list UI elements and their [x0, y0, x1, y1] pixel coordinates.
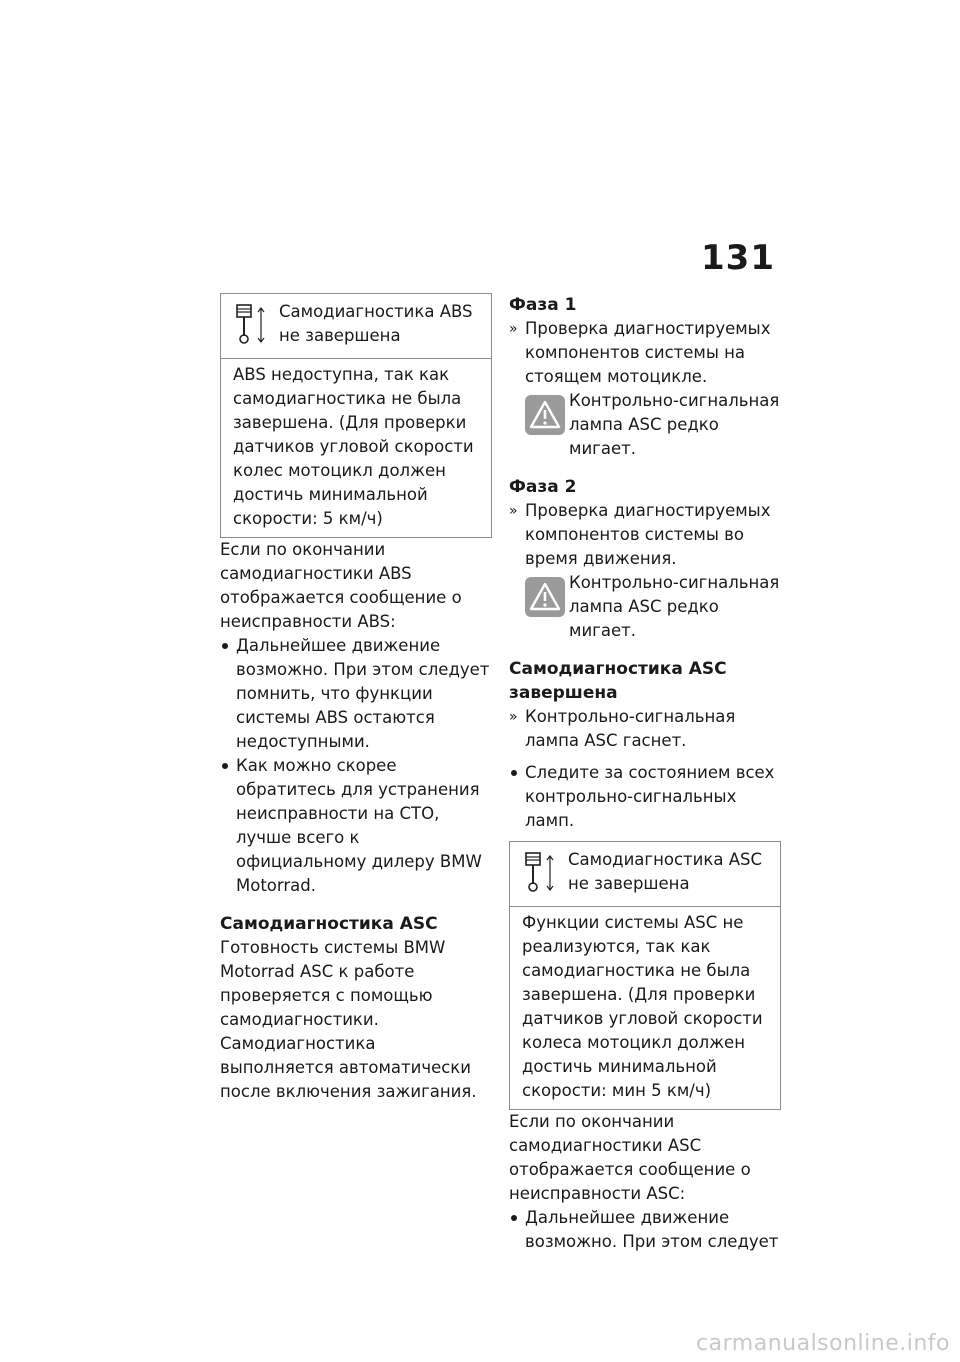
asc-bullet-1-text: Дальнейшее движение возможно. При этом следует [525, 1208, 779, 1251]
piston-icon [233, 302, 269, 348]
phase-1-step [509, 317, 781, 389]
asc-selfdiag-text: Готовность системы BMW Motorrad ASC к работе проверяется с помощью самодиагностики. Самодиагностика выполняется автоматически после включения зажигания. [220, 938, 477, 1101]
asc-done-step [509, 705, 781, 753]
asc-notice-header [510, 842, 780, 907]
abs-bullet-2-text: Как можно скорее обратитесь для устранения неисправности на СТО, лучше всего к официальному дилеру BMW Motorrad. [236, 756, 482, 895]
asc-done-step-text: Контрольно-сигнальная лампа ASC гаснет. [525, 707, 736, 750]
abs-notice-box [220, 293, 492, 538]
step-marker: » [509, 321, 518, 337]
phase-1-heading: Фаза 1 [509, 295, 577, 315]
asc-selfdiag-heading: Самодиагностика ASC [220, 914, 438, 934]
lamps-bullet-text: Следите за состоянием всех контрольно-сигнальных ламп. [525, 763, 775, 830]
lamps-bullet [509, 761, 781, 833]
phase-1-step-text: Проверка диагностируемых компонентов системы на стоящем мотоцикле. [525, 319, 771, 386]
abs-notice-header [221, 294, 491, 359]
asc-notice-title: Самодиагностика ASC не завершена [568, 850, 762, 893]
abs-fault-intro: Если по окончании самодиагностики ABS отображается сообщение о неисправности ABS: [220, 540, 462, 631]
phase-2-heading: Фаза 2 [509, 477, 577, 497]
asc-notice-box [509, 841, 781, 1110]
phase-1-lamp [509, 389, 781, 461]
phase-2-step-text: Проверка диагностируемых компонентов системы во время движения. [525, 501, 771, 568]
phase-2-lamp-text: Контрольно-сигнальная лампа ASC редко мигает. [569, 573, 780, 640]
abs-bullet-1 [220, 634, 492, 754]
asc-notice-text: Функции системы ASC не реализуются, так как самодиагностика не была завершена. (Для проверки датчиков угловой скорости колеса мотоцикл должен достичь минимальной скорости: мин 5 км/ч) [522, 913, 763, 1100]
right-column [509, 293, 781, 1254]
asc-bullet-1 [509, 1206, 781, 1254]
piston-icon [522, 850, 558, 896]
abs-bullet-2 [220, 754, 492, 898]
asc-fault-intro: Если по окончании самодиагностики ASC отображается сообщение о неисправности ASC: [509, 1112, 751, 1203]
step-marker: » [509, 709, 518, 725]
step-marker: » [509, 503, 518, 519]
abs-notice-text: ABS недоступна, так как самодиагностика не была завершена. (Для проверки датчиков угловой скорости колес мотоцикл должен достичь минимальной скорости: 5 км/ч) [233, 365, 474, 528]
phase-1-lamp-text: Контрольно-сигнальная лампа ASC редко мигает. [569, 391, 780, 458]
phase-2-step [509, 499, 781, 571]
abs-bullet-1-text: Дальнейшее движение возможно. При этом следует помнить, что функции системы ABS остаются недоступными. [236, 636, 490, 751]
page-number: 131 [701, 238, 775, 278]
left-column [220, 293, 492, 1104]
asc-done-heading: Самодиагностика ASC завершена [509, 659, 727, 703]
warning-triangle-icon [525, 577, 565, 617]
warning-triangle-icon [525, 395, 565, 435]
footer-watermark: carmanualsonline.info [696, 1331, 950, 1356]
abs-notice-title: Самодиагностика ABS не завершена [279, 302, 473, 345]
phase-2-lamp [509, 571, 781, 643]
